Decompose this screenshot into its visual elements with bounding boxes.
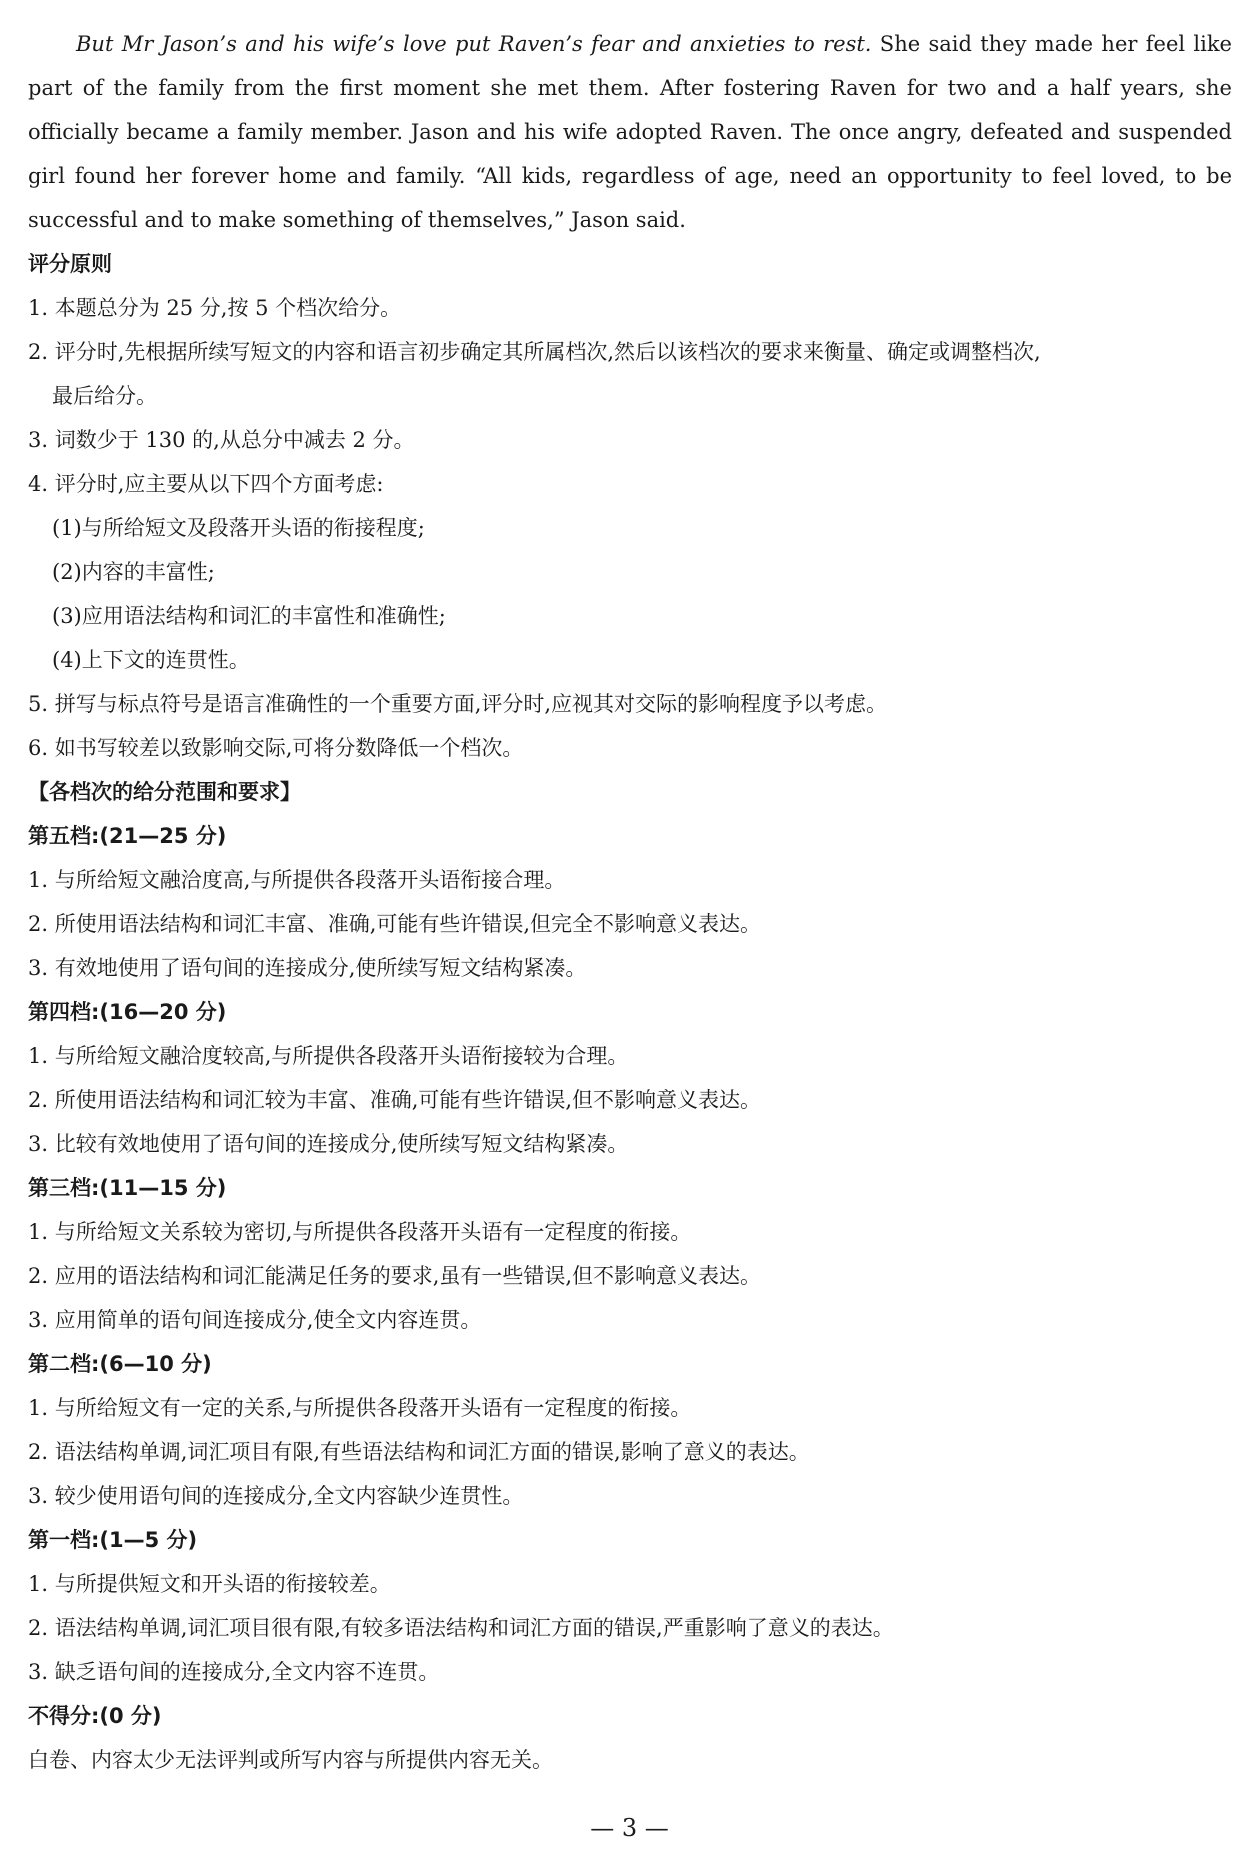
tier-three-item: 3. 应用简单的语句间连接成分,使全文内容连贯。 — [28, 1308, 482, 1332]
passage-italic-opening: But Mr Jason’s and his wife’s love put Raven’s fear and anxieties to rest. — [76, 32, 872, 56]
principle-item-continuation: 最后给分。 — [52, 384, 157, 408]
principle-subitem: (1)与所给短文及段落开头语的衔接程度; — [52, 516, 425, 540]
principles-title: 评分原则 — [28, 252, 112, 276]
principle-item: 1. 本题总分为 25 分,按 5 个档次给分。 — [28, 296, 402, 320]
principle-item: 6. 如书写较差以致影响交际,可将分数降低一个档次。 — [28, 736, 524, 760]
tier-one-title: 第一档:(1—5 分) — [28, 1528, 198, 1552]
tier-two-item: 1. 与所给短文有一定的关系,与所提供各段落开头语有一定程度的衔接。 — [28, 1396, 692, 1420]
tier-four-title: 第四档:(16—20 分) — [28, 1000, 227, 1024]
tier-two-title: 第二档:(6—10 分) — [28, 1352, 212, 1376]
tier-three-title: 第三档:(11—15 分) — [28, 1176, 227, 1200]
ranges-title: 【各档次的给分范围和要求】 — [28, 780, 301, 804]
tier-five-item: 1. 与所给短文融洽度高,与所提供各段落开头语衔接合理。 — [28, 868, 566, 892]
principle-subitem: (2)内容的丰富性; — [52, 560, 215, 584]
tier-three-item: 2. 应用的语法结构和词汇能满足任务的要求,虽有一些错误,但不影响意义表达。 — [28, 1264, 762, 1288]
tier-three-item: 1. 与所给短文关系较为密切,与所提供各段落开头语有一定程度的衔接。 — [28, 1220, 692, 1244]
tier-one-item: 2. 语法结构单调,词汇项目很有限,有较多语法结构和词汇方面的错误,严重影响了意义的表达。 — [28, 1616, 894, 1640]
page-number: — 3 — — [590, 1814, 669, 1842]
tier-five-item: 3. 有效地使用了语句间的连接成分,使所续写短文结构紧凑。 — [28, 956, 587, 980]
tier-one-item: 3. 缺乏语句间的连接成分,全文内容不连贯。 — [28, 1660, 440, 1684]
tier-four-item: 2. 所使用语法结构和词汇较为丰富、准确,可能有些许错误,但不影响意义表达。 — [28, 1088, 762, 1112]
tier-two-item: 3. 较少使用语句间的连接成分,全文内容缺少连贯性。 — [28, 1484, 524, 1508]
tier-one-item: 1. 与所提供短文和开头语的衔接较差。 — [28, 1572, 391, 1596]
tier-two-item: 2. 语法结构单调,词汇项目有限,有些语法结构和词汇方面的错误,影响了意义的表达。 — [28, 1440, 810, 1464]
principle-item: 5. 拼写与标点符号是语言准确性的一个重要方面,评分时,应视其对交际的影响程度予以考虑。 — [28, 692, 888, 716]
principle-item: 3. 词数少于 130 的,从总分中减去 2 分。 — [28, 428, 415, 452]
principle-item: 4. 评分时,应主要从以下四个方面考虑: — [28, 472, 384, 496]
passage-body: She said they made her feel like part of the family from the first moment she met them. After fostering Raven for two and a half years, she officially became a family member. Jason and his wife adopted Raven. The once angry, defeated and suspended girl found her forever home and family. “All kids, regardless of age, need an opportunity to feel loved, to be successful and to make something of themselves,” Jason said. — [28, 32, 1232, 232]
principle-subitem: (4)上下文的连贯性。 — [52, 648, 250, 672]
document-page — [28, 22, 1232, 1782]
tier-zero-item: 白卷、内容太少无法评判或所写内容与所提供内容无关。 — [28, 1748, 553, 1772]
principle-item: 2. 评分时,先根据所续写短文的内容和语言初步确定其所属档次,然后以该档次的要求来衡量、确定或调整档次, — [28, 340, 1041, 364]
tier-zero-title: 不得分:(0 分) — [28, 1704, 162, 1728]
tier-five-title: 第五档:(21—25 分) — [28, 824, 227, 848]
tier-four-item: 1. 与所给短文融洽度较高,与所提供各段落开头语衔接较为合理。 — [28, 1044, 629, 1068]
tier-five-item: 2. 所使用语法结构和词汇丰富、准确,可能有些许错误,但完全不影响意义表达。 — [28, 912, 762, 936]
principle-subitem: (3)应用语法结构和词汇的丰富性和准确性; — [52, 604, 446, 628]
story-passage — [28, 22, 1232, 242]
tier-four-item: 3. 比较有效地使用了语句间的连接成分,使所续写短文结构紧凑。 — [28, 1132, 629, 1156]
